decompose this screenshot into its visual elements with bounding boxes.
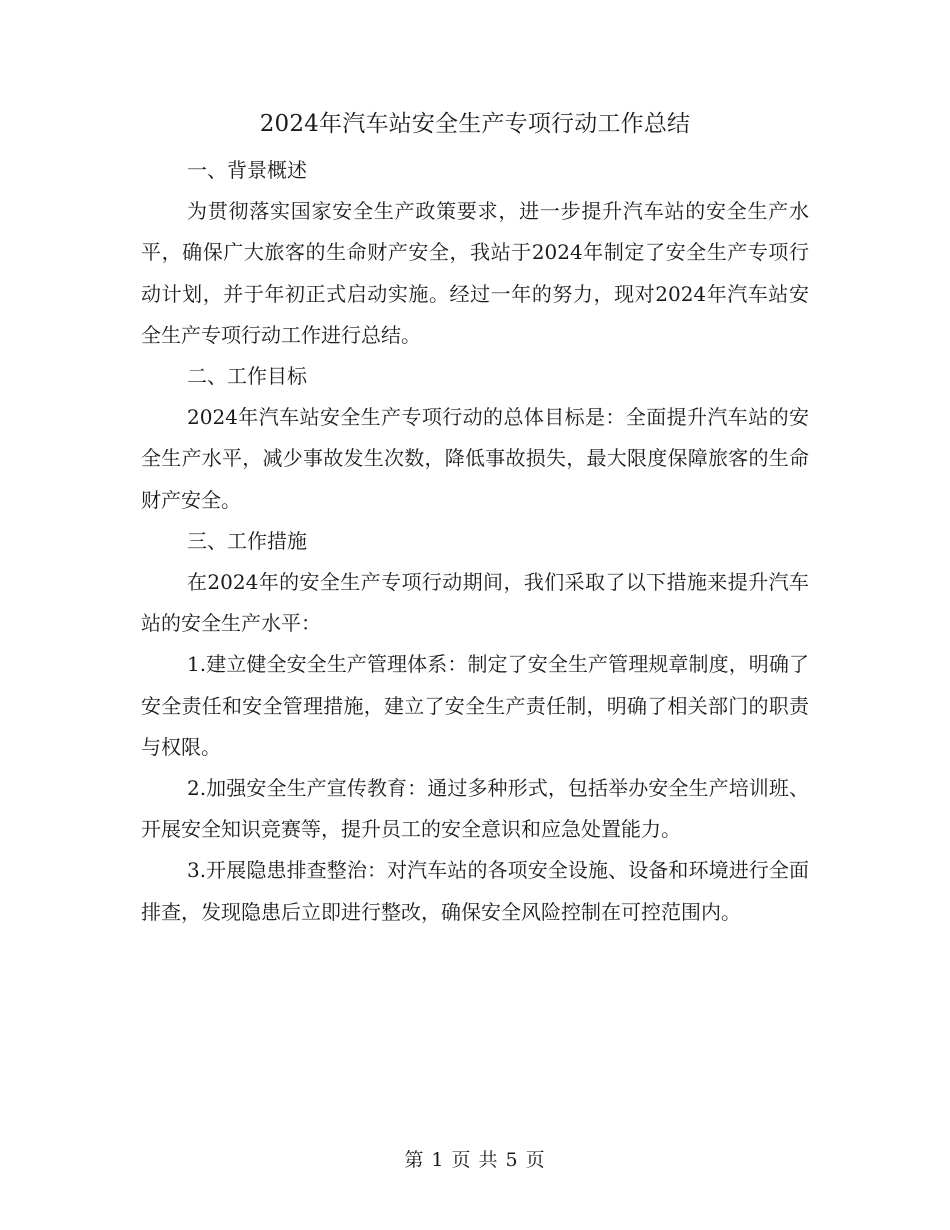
paragraph-measure-1: 1.建立健全安全生产管理体系：制定了安全生产管理规章制度，明确了安全责任和安全管理措施，建立了安全生产责任制，明确了相关部门的职责与权限。 bbox=[141, 652, 809, 759]
document-title: 2024年汽车站安全生产专项行动工作总结 bbox=[259, 111, 691, 137]
paragraph-background: 为贯彻落实国家安全生产政策要求，进一步提升汽车站的安全生产水平，确保广大旅客的生命财产安全，我站于2024年制定了安全生产专项行动计划，并于年初正式启动实施。经过一年的努力，现对2024年汽车站安全生产专项行动工作进行总结。 bbox=[141, 199, 809, 347]
paragraph-measure-3: 3.开展隐患排查整治：对汽车站的各项安全设施、设备和环境进行全面排查，发现隐患后立即进行整改，确保安全风险控制在可控范围内。 bbox=[141, 858, 809, 924]
document-body bbox=[141, 150, 809, 933]
paragraph-goals: 2024年汽车站安全生产专项行动的总体目标是：全面提升汽车站的安全生产水平，减少事故发生次数，降低事故损失，最大限度保障旅客的生命财产安全。 bbox=[141, 405, 809, 512]
page-number: 第 1 页 共 5 页 bbox=[404, 1149, 546, 1171]
paragraph-measure-2: 2.加强安全生产宣传教育：通过多种形式，包括举办安全生产培训班、开展安全知识竞赛等，提升员工的安全意识和应急处置能力。 bbox=[141, 776, 809, 842]
section-heading-measures: 三、工作措施 bbox=[187, 528, 307, 553]
paragraph-measures-intro: 在2024年的安全生产专项行动期间，我们采取了以下措施来提升汽车站的安全生产水平： bbox=[141, 570, 809, 636]
section-heading-goals: 二、工作目标 bbox=[187, 364, 307, 389]
section-heading-background: 一、背景概述 bbox=[187, 158, 307, 182]
